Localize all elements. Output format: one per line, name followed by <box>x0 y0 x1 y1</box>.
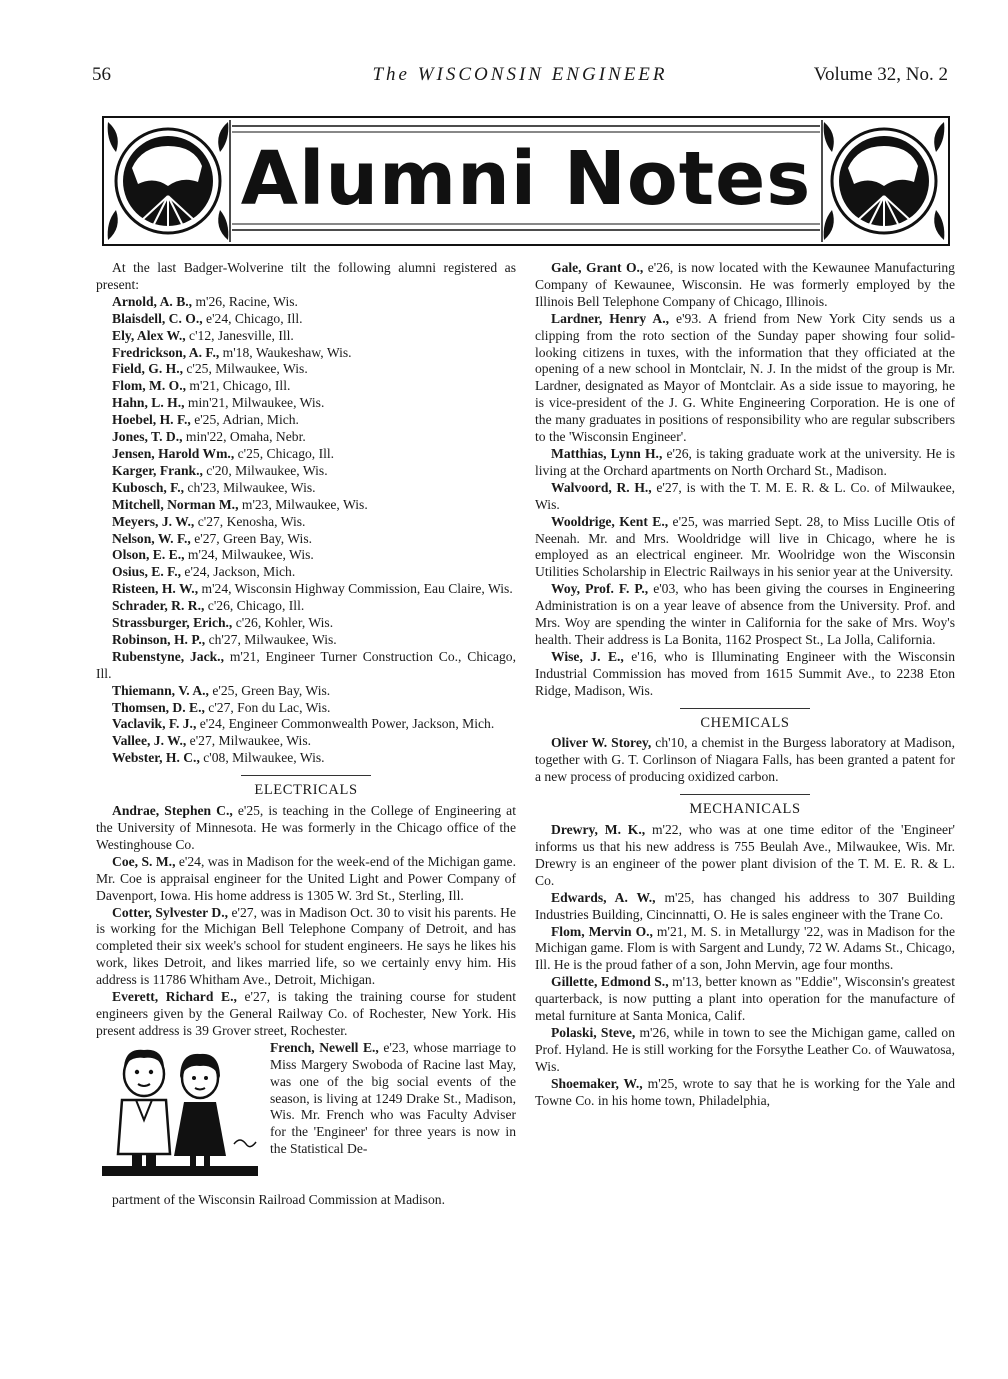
entry-name: Mitchell, Norman M., <box>112 496 239 512</box>
entry-text: min'21, Milwaukee, Wis. <box>184 395 325 411</box>
attendee-item <box>96 311 516 328</box>
entry-name: Drewry, M. K., <box>551 822 646 838</box>
attendee-item <box>96 632 516 649</box>
entry-text: e'16, who is Illuminating Engineer with the Wisconsin Industrial Commission has moved from 1615 Summit Ave., to 2238 Eton Ridge, Madison, Wis. <box>535 648 955 698</box>
alumni-entry <box>535 649 955 700</box>
entry-text: m'23, Milwaukee, Wis. <box>238 496 368 512</box>
entry-text: e'25, was married Sept. 28, to Miss Lucille Otis of Neenah. Mr. and Mrs. Wooldridge will live in Chicago, where he is employed as an electrical engineer. Mr. Woolridge won the Wisconsin Utilities Scholarship in Electric Railways in his senior year at the University. <box>535 513 955 580</box>
attendee-item <box>96 547 516 564</box>
entry-text: m'24, Wisconsin Highway Commission, Eau Claire, Wis. <box>198 581 513 597</box>
entry-name: Edwards, A. W., <box>551 889 656 905</box>
entry-text: m'25, wrote to say that he is working for the Yale and Towne Co. in his home town, Philadelphia, <box>535 1075 955 1108</box>
entry-name: Flom, M. O., <box>112 378 186 394</box>
entry-text: m'25, has changed his address to 307 Building Industries Building, Cincinnatti, O. He is sales engineer with the Trane Co. <box>535 889 955 922</box>
entry-name: Risteen, H. W., <box>112 581 199 597</box>
mechanicals-entry <box>535 1025 955 1076</box>
entry-name: Fredrickson, A. F., <box>112 344 220 360</box>
chemicals-heading: CHEMICALS <box>700 714 790 731</box>
entry-name: Blaisdell, C. O., <box>112 310 203 326</box>
entry-text: e'24, Jackson, Mich. <box>181 564 296 580</box>
section-rule <box>680 708 810 709</box>
french-entry-text <box>270 1040 516 1158</box>
entry-text: c'20, Milwaukee, Wis. <box>202 462 328 478</box>
entry-name: Polaski, Steve, <box>551 1024 636 1040</box>
section-rule <box>680 794 810 795</box>
entry-text: e'03, who has been giving the courses in Engineering Administration is on a year leave of absence from the University. Prof. and Mrs. Woy are spending the winter in California for the sake of Mrs. Woy's health. Their address is La Bonita, 1162 Prospect St., La Jolla, California. <box>535 581 955 647</box>
alumni-notes-banner <box>102 116 950 246</box>
electricals-heading: ELECTRICALS <box>254 782 358 799</box>
alumni-entry <box>535 480 955 514</box>
attendee-item <box>96 700 516 717</box>
alumni-entry <box>535 514 955 582</box>
entry-name: Lardner, Henry A., <box>551 310 670 326</box>
entry-name: Woy, Prof. F. P., <box>551 581 649 597</box>
entry-name: Ely, Alex W., <box>112 327 186 343</box>
entry-text: m'18, Waukeshaw, Wis. <box>219 344 352 360</box>
entry-name: Vaclavik, F. J., <box>112 716 197 732</box>
entry-name: Matthias, Lynn H., <box>551 445 663 461</box>
entry-text: m'21, Engineer Turner Construction Co., Chicago, Ill. <box>96 648 516 681</box>
entry-text: e'24, Engineer Commonwealth Power, Jackson, Mich. <box>196 716 495 732</box>
attendee-item <box>96 564 516 581</box>
attendee-item <box>96 429 516 446</box>
chemicals-entry <box>535 735 955 786</box>
attendee-item <box>96 412 516 429</box>
attendee-item <box>96 378 516 395</box>
attendee-item <box>96 683 516 700</box>
entry-text: e'24, Chicago, Ill. <box>202 310 303 326</box>
entry-name: Walvoord, R. H., <box>551 479 652 495</box>
alumni-entry <box>535 311 955 446</box>
entry-name: Hoebel, H. F., <box>112 412 191 428</box>
entry-name: Kubosch, F., <box>112 479 185 495</box>
entry-text: e'25, is teaching in the College of Engineering at the University of Minnesota. He was formerly in the Chicago office of the Westinghouse Co. <box>96 803 516 852</box>
entry-text: c'26, Kohler, Wis. <box>232 615 334 631</box>
attendee-item <box>96 328 516 345</box>
attendee-item <box>96 531 516 548</box>
right-column <box>535 260 955 1110</box>
mechanicals-entry <box>535 1076 955 1110</box>
entry-name: Thomsen, D. E., <box>112 699 205 715</box>
left-column <box>96 260 516 1209</box>
mechanicals-entry <box>535 822 955 890</box>
mechanicals-heading: MECHANICALS <box>689 801 801 818</box>
attendee-list <box>96 294 516 767</box>
entry-name: Andrae, Stephen C., <box>112 803 233 819</box>
entry-text: m'24, Milwaukee, Wis. <box>184 547 314 563</box>
attendee-item <box>96 463 516 480</box>
entry-text: c'25, Chicago, Ill. <box>234 445 335 461</box>
entry-name: Coe, S. M., <box>112 853 176 869</box>
entry-name: Shoemaker, W., <box>551 1075 643 1091</box>
entry-name: Hahn, L. H., <box>112 395 185 411</box>
attendee-item <box>96 581 516 598</box>
entry-name: Thiemann, V. A., <box>112 682 209 698</box>
entry-name: Strassburger, Erich., <box>112 615 233 631</box>
attendee-item <box>96 514 516 531</box>
entry-name: French, Newell E., <box>270 1039 379 1055</box>
entry-name: Osius, E. F., <box>112 564 182 580</box>
page-number: 56 <box>92 64 111 85</box>
entry-text: min'22, Omaha, Nebr. <box>182 429 306 445</box>
attendee-item <box>96 361 516 378</box>
entry-text: ch'10, a chemist in the Burgess laboratory at Madison, together with G. T. Corlinson of Niagara Falls, has been granted a patent for a new process of producing oxidized carbon. <box>535 735 955 785</box>
entry-name: Gillette, Edmond S., <box>551 974 669 990</box>
entry-text: e'25, Green Bay, Wis. <box>208 682 331 698</box>
entry-text: m'22, who was at one time editor of the 'Engineer' informs us that his new address is 755 Beulah Ave., Milwaukee, Wis. Mr. Drewry is an engineer of the power plant division of the T. M. E. R. & L. Co. <box>535 822 955 888</box>
entry-text: m'26, while in town to see the Michigan game, called on Prof. Hyland. He is still working for the Forsythe Leather Co. of Wauwatosa, Wis. <box>535 1024 955 1074</box>
attendee-item <box>96 345 516 362</box>
entry-text: m'21, M. S. in Metallurgy '22, was in Madison for the Michigan game. Flom is with Sargent and Lundy, 72 W. Adams St., Chicago, Ill. He is the proud father of a son, John Mervin, age four months. <box>535 923 955 973</box>
mechanicals-list <box>535 822 955 1109</box>
entry-name: Flom, Mervin O., <box>551 923 653 939</box>
entry-text: e'25, Adrian, Mich. <box>190 412 299 428</box>
entry-text: m'26, Racine, Wis. <box>192 293 298 309</box>
electricals-entry <box>96 989 516 1040</box>
attendee-item <box>96 497 516 514</box>
entry-name: Field, G. H., <box>112 361 183 377</box>
electricals-section <box>96 775 516 799</box>
chemicals-list <box>535 735 955 786</box>
entry-text: m'21, Chicago, Ill. <box>186 378 291 394</box>
entry-name: Wooldrige, Kent E., <box>551 513 669 529</box>
alumni-entry <box>535 446 955 480</box>
entry-name: Webster, H. C., <box>112 750 200 766</box>
newlyweds-cartoon-icon <box>96 1044 264 1182</box>
attendee-item <box>96 615 516 632</box>
entry-name: Arnold, A. B., <box>112 293 193 309</box>
alumni-entry <box>535 581 955 649</box>
entry-name: Wise, J. E., <box>551 648 624 664</box>
journal-title: The WISCONSIN ENGINEER <box>372 64 668 85</box>
entry-name: Rubenstyne, Jack., <box>112 648 224 664</box>
entry-text: c'26, Chicago, Ill. <box>204 598 305 614</box>
entry-name: Schrader, R. R., <box>112 598 205 614</box>
attendee-item <box>96 294 516 311</box>
entry-text: c'27, Fon du Lac, Wis. <box>204 699 331 715</box>
attendee-item <box>96 649 516 683</box>
entry-name: Everett, Richard E., <box>112 989 237 1005</box>
mechanicals-entry <box>535 890 955 924</box>
attendee-item <box>96 395 516 412</box>
entry-text: e'27, Milwaukee, Wis. <box>186 733 312 749</box>
french-entry <box>96 1040 516 1192</box>
entry-text: e'26, is now located with the Kewaunee Manufacturing Company of Kewaunee, Wisconsin. He was formerly employed by the Illinois Bell Telephone Company of Chicago, Illinois. <box>535 260 955 309</box>
electricals-entry <box>96 905 516 990</box>
entry-text: e'27, was in Madison Oct. 30 to visit his parents. He is working for the Michigan Bell Telephone Company of Detroit, and has completed their six week's school for student engineers. He says he likes his work, likes Detroit, and likes married life, so we certainly envy him. His address is 11786 Whitham Ave., Detroit, Michigan. <box>96 904 516 988</box>
entry-name: Cotter, Sylvester D., <box>112 904 229 920</box>
entry-text: c'27, Kenosha, Wis. <box>194 513 306 529</box>
attendee-item <box>96 598 516 615</box>
section-rule <box>241 775 371 776</box>
electricals-entry <box>96 854 516 905</box>
electricals-list <box>96 803 516 1040</box>
entry-text: c'12, Janesville, Ill. <box>185 327 294 343</box>
entry-text: m'13, better known as "Eddie", Wisconsin's greatest quarterback, is now putting a plant into operation for the manufacture of metal furniture at Santa Monica, Calif. <box>535 974 955 1024</box>
volume-issue: Volume 32, No. 2 <box>813 64 948 85</box>
entry-name: Vallee, J. W., <box>112 733 187 749</box>
entry-text: ch'27, Milwaukee, Wis. <box>205 631 337 647</box>
right-entries-list <box>535 260 955 700</box>
attendees-intro: At the last Badger-Wolverine tilt the following alumni registered as present: <box>96 260 516 292</box>
entry-text: e'26, is taking graduate work at the university. He is living at the Orchard apartments on North Orchard St., Madison. <box>535 445 955 478</box>
entry-name: Meyers, J. W., <box>112 513 195 529</box>
mechanicals-entry <box>535 974 955 1025</box>
mechanicals-section <box>535 794 955 818</box>
chemicals-section <box>535 708 955 732</box>
running-head <box>92 64 948 90</box>
entry-text: e'27, Green Bay, Wis. <box>190 530 313 546</box>
entry-name: Olson, E. E., <box>112 547 185 563</box>
entry-name: Jensen, Harold Wm., <box>112 445 235 461</box>
attendee-item <box>96 733 516 750</box>
alumni-entry <box>535 260 955 311</box>
entry-text: e'27, is taking the training course for student engineers given by the General Railway Co. of Rochester, New York. His present address is 39 Grover street, Rochester. <box>96 989 516 1038</box>
entry-text: c'25, Milwaukee, Wis. <box>183 361 308 377</box>
french-entry-continuation: partment of the Wisconsin Railroad Commission at Madison. <box>112 1191 445 1207</box>
electricals-entry <box>96 803 516 854</box>
entry-text: ch'23, Milwaukee, Wis. <box>184 479 316 495</box>
entry-name: Robinson, H. P., <box>112 631 206 647</box>
entry-name: Gale, Grant O., <box>551 260 644 275</box>
entry-text: e'24, was in Madison for the week-end of the Michigan game. Mr. Coe is appraisal engineer for the United Light and Power Company of Davenport, Iowa. His home address is 1305 W. 3rd St., Sterling, Ill. <box>96 853 516 903</box>
entry-name: Oliver W. Storey, <box>551 735 652 751</box>
entry-text: e'93. A friend from New York City sends us a clipping from the roto section of the Sunday paper showing four solid-looking citizens in tuxes, with the information that they officiated at the opening of a new school in Montclair, N. J. In the midst of the group is Mr. Lardner, designated as Mayor of Montclair. As a side issue to mayoring, he is vice-president of the J. G. White Engineering Corporation. He is one of the many graduates in positions of responsibility who are regular subscribers to the 'Wisconsin Engineer'. <box>535 310 955 445</box>
entry-text: c'08, Milwaukee, Wis. <box>199 750 325 766</box>
entry-name: Karger, Frank., <box>112 462 203 478</box>
entry-name: Jones, T. D., <box>112 429 183 445</box>
attendee-item <box>96 716 516 733</box>
attendee-item <box>96 480 516 497</box>
entry-text: e'23, whose marriage to Miss Margery Swoboda of Racine last May, was one of the big social events of the season, is living at 1249 Drake St., Madison, Wis. Mr. French who was Faculty Adviser for the 'Engineer' for three years is now in the Statistical De- <box>270 1039 517 1157</box>
attendee-item <box>96 446 516 463</box>
banner-title: Alumni Notes <box>240 136 812 222</box>
entry-name: Nelson, W. F., <box>112 530 191 546</box>
attendee-item <box>96 750 516 767</box>
mechanicals-entry <box>535 924 955 975</box>
entry-text: e'27, is with the T. M. E. R. & L. Co. of Milwaukee, Wis. <box>535 479 956 512</box>
